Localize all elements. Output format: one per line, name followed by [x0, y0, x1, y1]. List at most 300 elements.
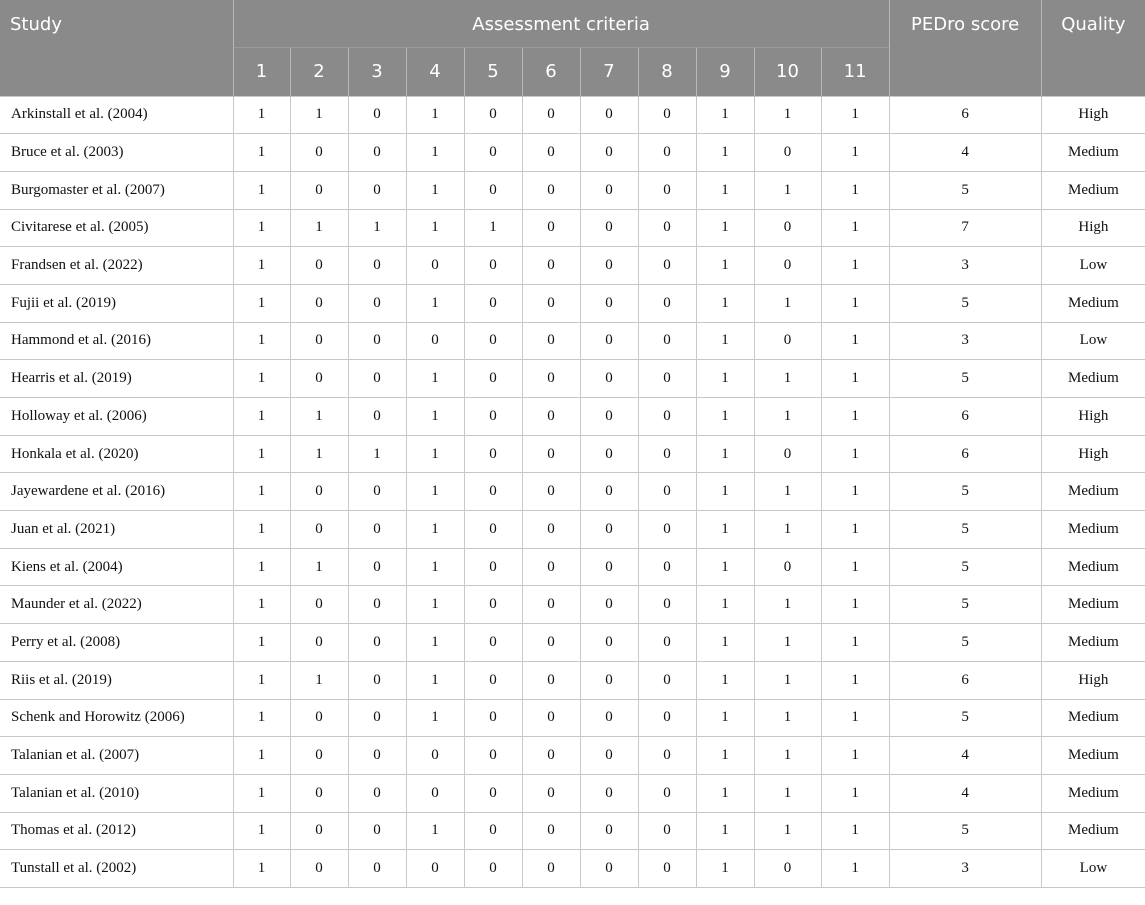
table-row	[0, 134, 1145, 172]
criterion-9-cell: 1	[696, 398, 754, 436]
criterion-4-cell: 0	[406, 737, 464, 775]
criterion-9-cell: 1	[696, 322, 754, 360]
pedro-score-cell: 6	[889, 96, 1041, 134]
pedro-score-cell: 3	[889, 850, 1041, 888]
criterion-4-cell: 1	[406, 134, 464, 172]
criterion-5-cell: 0	[464, 661, 522, 699]
criterion-8-cell: 0	[638, 435, 696, 473]
criterion-6-cell: 0	[522, 473, 580, 511]
criterion-11-cell: 1	[821, 360, 889, 398]
criterion-10-cell: 0	[754, 247, 821, 285]
criterion-6-cell: 0	[522, 171, 580, 209]
criterion-5-cell: 0	[464, 774, 522, 812]
criterion-9-cell: 1	[696, 96, 754, 134]
criterion-9-cell: 1	[696, 473, 754, 511]
criterion-2-cell: 1	[290, 398, 348, 436]
header-criterion-5: 5	[464, 47, 522, 96]
criterion-11-cell: 1	[821, 624, 889, 662]
criterion-2-cell: 0	[290, 812, 348, 850]
header-criterion-7: 7	[580, 47, 638, 96]
criterion-7-cell: 0	[580, 96, 638, 134]
criterion-7-cell: 0	[580, 586, 638, 624]
pedro-score-cell: 5	[889, 586, 1041, 624]
criterion-7-cell: 0	[580, 473, 638, 511]
pedro-score-cell: 5	[889, 284, 1041, 322]
criterion-3-cell: 0	[348, 737, 406, 775]
criterion-5-cell: 0	[464, 624, 522, 662]
pedro-score-cell: 3	[889, 247, 1041, 285]
criterion-10-cell: 1	[754, 737, 821, 775]
criterion-11-cell: 1	[821, 171, 889, 209]
criterion-3-cell: 0	[348, 586, 406, 624]
quality-cell: Medium	[1041, 284, 1145, 322]
header-criterion-1: 1	[233, 47, 290, 96]
criterion-1-cell: 1	[233, 511, 290, 549]
criterion-10-cell: 1	[754, 398, 821, 436]
criterion-2-cell: 0	[290, 171, 348, 209]
header-criterion-6: 6	[522, 47, 580, 96]
criterion-8-cell: 0	[638, 171, 696, 209]
criterion-1-cell: 1	[233, 850, 290, 888]
quality-cell: Medium	[1041, 548, 1145, 586]
quality-cell: Medium	[1041, 774, 1145, 812]
criterion-4-cell: 0	[406, 247, 464, 285]
quality-cell: Medium	[1041, 473, 1145, 511]
table-row	[0, 247, 1145, 285]
pedro-score-cell: 5	[889, 812, 1041, 850]
criterion-8-cell: 0	[638, 624, 696, 662]
table-row	[0, 812, 1145, 850]
pedro-score-cell: 5	[889, 171, 1041, 209]
criterion-6-cell: 0	[522, 737, 580, 775]
table-row	[0, 284, 1145, 322]
pedro-score-cell: 5	[889, 473, 1041, 511]
criterion-6-cell: 0	[522, 96, 580, 134]
criterion-2-cell: 1	[290, 661, 348, 699]
criterion-6-cell: 0	[522, 511, 580, 549]
study-cell: Jayewardene et al. (2016)	[0, 473, 233, 511]
criterion-2-cell: 0	[290, 473, 348, 511]
quality-cell: Medium	[1041, 360, 1145, 398]
header-criterion-8: 8	[638, 47, 696, 96]
criterion-7-cell: 0	[580, 209, 638, 247]
criterion-8-cell: 0	[638, 96, 696, 134]
pedro-score-cell: 6	[889, 435, 1041, 473]
criterion-6-cell: 0	[522, 209, 580, 247]
quality-cell: Low	[1041, 322, 1145, 360]
criterion-3-cell: 0	[348, 850, 406, 888]
criterion-9-cell: 1	[696, 624, 754, 662]
quality-cell: Medium	[1041, 171, 1145, 209]
quality-cell: Low	[1041, 247, 1145, 285]
table-header	[0, 0, 1145, 96]
criterion-5-cell: 0	[464, 134, 522, 172]
criterion-11-cell: 1	[821, 850, 889, 888]
criterion-9-cell: 1	[696, 812, 754, 850]
criterion-2-cell: 1	[290, 548, 348, 586]
criterion-10-cell: 1	[754, 624, 821, 662]
criterion-3-cell: 0	[348, 774, 406, 812]
criterion-2-cell: 0	[290, 284, 348, 322]
pedro-score-cell: 5	[889, 511, 1041, 549]
criterion-1-cell: 1	[233, 134, 290, 172]
criterion-2-cell: 0	[290, 737, 348, 775]
header-pedro-score: PEDro score	[889, 0, 1041, 96]
criterion-11-cell: 1	[821, 586, 889, 624]
table-row	[0, 360, 1145, 398]
criterion-1-cell: 1	[233, 548, 290, 586]
criterion-1-cell: 1	[233, 812, 290, 850]
criterion-11-cell: 1	[821, 473, 889, 511]
criterion-2-cell: 0	[290, 134, 348, 172]
criterion-1-cell: 1	[233, 171, 290, 209]
table-row	[0, 737, 1145, 775]
criterion-2-cell: 0	[290, 586, 348, 624]
criterion-10-cell: 1	[754, 812, 821, 850]
pedro-score-cell: 6	[889, 398, 1041, 436]
criterion-10-cell: 0	[754, 209, 821, 247]
criterion-3-cell: 0	[348, 322, 406, 360]
criterion-4-cell: 1	[406, 586, 464, 624]
criterion-4-cell: 1	[406, 398, 464, 436]
criterion-8-cell: 0	[638, 284, 696, 322]
criterion-3-cell: 0	[348, 699, 406, 737]
study-cell: Schenk and Horowitz (2006)	[0, 699, 233, 737]
quality-cell: Medium	[1041, 134, 1145, 172]
header-criterion-10: 10	[754, 47, 821, 96]
table-row	[0, 473, 1145, 511]
table-row	[0, 624, 1145, 662]
criterion-8-cell: 0	[638, 247, 696, 285]
criterion-2-cell: 0	[290, 774, 348, 812]
criterion-7-cell: 0	[580, 548, 638, 586]
table-row	[0, 398, 1145, 436]
criterion-1-cell: 1	[233, 699, 290, 737]
criterion-5-cell: 0	[464, 360, 522, 398]
criterion-4-cell: 1	[406, 360, 464, 398]
criterion-5-cell: 0	[464, 473, 522, 511]
study-cell: Perry et al. (2008)	[0, 624, 233, 662]
criterion-7-cell: 0	[580, 435, 638, 473]
quality-cell: Low	[1041, 850, 1145, 888]
criterion-6-cell: 0	[522, 624, 580, 662]
criterion-8-cell: 0	[638, 548, 696, 586]
quality-cell: High	[1041, 209, 1145, 247]
criterion-4-cell: 0	[406, 774, 464, 812]
criterion-5-cell: 1	[464, 209, 522, 247]
pedro-score-cell: 4	[889, 737, 1041, 775]
criterion-1-cell: 1	[233, 435, 290, 473]
table-row	[0, 699, 1145, 737]
criterion-4-cell: 1	[406, 435, 464, 473]
criterion-6-cell: 0	[522, 398, 580, 436]
quality-cell: High	[1041, 661, 1145, 699]
quality-cell: High	[1041, 435, 1145, 473]
criterion-1-cell: 1	[233, 322, 290, 360]
criterion-4-cell: 1	[406, 96, 464, 134]
criterion-1-cell: 1	[233, 737, 290, 775]
criterion-11-cell: 1	[821, 435, 889, 473]
header-criterion-3: 3	[348, 47, 406, 96]
criterion-8-cell: 0	[638, 774, 696, 812]
study-cell: Frandsen et al. (2022)	[0, 247, 233, 285]
pedro-score-cell: 3	[889, 322, 1041, 360]
criterion-6-cell: 0	[522, 360, 580, 398]
criterion-11-cell: 1	[821, 322, 889, 360]
criterion-6-cell: 0	[522, 586, 580, 624]
criterion-7-cell: 0	[580, 699, 638, 737]
criterion-4-cell: 1	[406, 473, 464, 511]
criterion-10-cell: 1	[754, 284, 821, 322]
criterion-9-cell: 1	[696, 548, 754, 586]
criterion-1-cell: 1	[233, 247, 290, 285]
criterion-3-cell: 0	[348, 96, 406, 134]
criterion-10-cell: 0	[754, 322, 821, 360]
criterion-7-cell: 0	[580, 812, 638, 850]
criterion-2-cell: 1	[290, 96, 348, 134]
criterion-7-cell: 0	[580, 511, 638, 549]
table-row	[0, 850, 1145, 888]
study-cell: Maunder et al. (2022)	[0, 586, 233, 624]
criterion-5-cell: 0	[464, 511, 522, 549]
criterion-1-cell: 1	[233, 774, 290, 812]
criterion-3-cell: 0	[348, 473, 406, 511]
criterion-2-cell: 1	[290, 435, 348, 473]
criterion-3-cell: 0	[348, 812, 406, 850]
criterion-8-cell: 0	[638, 398, 696, 436]
criterion-11-cell: 1	[821, 247, 889, 285]
criterion-3-cell: 0	[348, 661, 406, 699]
criterion-10-cell: 0	[754, 548, 821, 586]
criterion-5-cell: 0	[464, 398, 522, 436]
criterion-3-cell: 0	[348, 171, 406, 209]
table-row	[0, 586, 1145, 624]
criterion-4-cell: 1	[406, 284, 464, 322]
criterion-4-cell: 1	[406, 548, 464, 586]
criterion-7-cell: 0	[580, 624, 638, 662]
criterion-4-cell: 1	[406, 812, 464, 850]
criterion-9-cell: 1	[696, 435, 754, 473]
criterion-2-cell: 0	[290, 850, 348, 888]
criterion-2-cell: 0	[290, 322, 348, 360]
criterion-9-cell: 1	[696, 699, 754, 737]
study-cell: Arkinstall et al. (2004)	[0, 96, 233, 134]
criterion-11-cell: 1	[821, 737, 889, 775]
criterion-11-cell: 1	[821, 774, 889, 812]
criterion-7-cell: 0	[580, 850, 638, 888]
criterion-5-cell: 0	[464, 435, 522, 473]
table-row	[0, 774, 1145, 812]
table-row	[0, 96, 1145, 134]
criterion-11-cell: 1	[821, 548, 889, 586]
criterion-4-cell: 1	[406, 171, 464, 209]
criterion-9-cell: 1	[696, 511, 754, 549]
study-cell: Riis et al. (2019)	[0, 661, 233, 699]
criterion-7-cell: 0	[580, 360, 638, 398]
criterion-1-cell: 1	[233, 284, 290, 322]
criterion-5-cell: 0	[464, 96, 522, 134]
criterion-4-cell: 1	[406, 209, 464, 247]
criterion-1-cell: 1	[233, 661, 290, 699]
criterion-9-cell: 1	[696, 661, 754, 699]
criterion-8-cell: 0	[638, 586, 696, 624]
pedro-score-cell: 6	[889, 661, 1041, 699]
quality-cell: High	[1041, 398, 1145, 436]
pedro-score-cell: 5	[889, 699, 1041, 737]
criterion-10-cell: 1	[754, 774, 821, 812]
table-row	[0, 322, 1145, 360]
criterion-5-cell: 0	[464, 699, 522, 737]
criterion-11-cell: 1	[821, 134, 889, 172]
criterion-8-cell: 0	[638, 360, 696, 398]
criterion-7-cell: 0	[580, 322, 638, 360]
criterion-11-cell: 1	[821, 699, 889, 737]
study-cell: Civitarese et al. (2005)	[0, 209, 233, 247]
criterion-8-cell: 0	[638, 737, 696, 775]
criterion-10-cell: 1	[754, 360, 821, 398]
criterion-6-cell: 0	[522, 774, 580, 812]
criterion-7-cell: 0	[580, 661, 638, 699]
header-criterion-4: 4	[406, 47, 464, 96]
criterion-10-cell: 0	[754, 134, 821, 172]
criterion-6-cell: 0	[522, 661, 580, 699]
criterion-3-cell: 0	[348, 511, 406, 549]
study-cell: Honkala et al. (2020)	[0, 435, 233, 473]
criterion-7-cell: 0	[580, 284, 638, 322]
criterion-10-cell: 1	[754, 473, 821, 511]
criterion-6-cell: 0	[522, 247, 580, 285]
criterion-6-cell: 0	[522, 812, 580, 850]
criterion-8-cell: 0	[638, 209, 696, 247]
quality-cell: Medium	[1041, 624, 1145, 662]
criterion-5-cell: 0	[464, 247, 522, 285]
table-row	[0, 548, 1145, 586]
criterion-4-cell: 1	[406, 661, 464, 699]
criterion-6-cell: 0	[522, 548, 580, 586]
criterion-8-cell: 0	[638, 134, 696, 172]
criterion-4-cell: 1	[406, 699, 464, 737]
criterion-1-cell: 1	[233, 360, 290, 398]
criterion-1-cell: 1	[233, 473, 290, 511]
pedro-score-cell: 7	[889, 209, 1041, 247]
criterion-3-cell: 0	[348, 548, 406, 586]
quality-cell: Medium	[1041, 511, 1145, 549]
criterion-10-cell: 1	[754, 661, 821, 699]
criterion-10-cell: 1	[754, 699, 821, 737]
criterion-7-cell: 0	[580, 134, 638, 172]
criterion-10-cell: 0	[754, 435, 821, 473]
header-assessment-criteria: Assessment criteria	[233, 0, 889, 47]
criterion-11-cell: 1	[821, 398, 889, 436]
pedro-score-cell: 4	[889, 134, 1041, 172]
table-row	[0, 511, 1145, 549]
criterion-11-cell: 1	[821, 511, 889, 549]
quality-cell: Medium	[1041, 699, 1145, 737]
criterion-7-cell: 0	[580, 247, 638, 285]
criterion-4-cell: 1	[406, 624, 464, 662]
study-cell: Tunstall et al. (2002)	[0, 850, 233, 888]
criterion-2-cell: 0	[290, 360, 348, 398]
criterion-9-cell: 1	[696, 134, 754, 172]
criterion-2-cell: 0	[290, 624, 348, 662]
criterion-6-cell: 0	[522, 850, 580, 888]
criterion-2-cell: 0	[290, 511, 348, 549]
criterion-9-cell: 1	[696, 171, 754, 209]
criterion-7-cell: 0	[580, 737, 638, 775]
criterion-8-cell: 0	[638, 511, 696, 549]
criterion-1-cell: 1	[233, 624, 290, 662]
study-cell: Fujii et al. (2019)	[0, 284, 233, 322]
criterion-3-cell: 0	[348, 624, 406, 662]
criterion-3-cell: 0	[348, 360, 406, 398]
criterion-3-cell: 0	[348, 284, 406, 322]
criterion-1-cell: 1	[233, 398, 290, 436]
header-criterion-2: 2	[290, 47, 348, 96]
criterion-5-cell: 0	[464, 586, 522, 624]
criterion-9-cell: 1	[696, 586, 754, 624]
study-cell: Hammond et al. (2016)	[0, 322, 233, 360]
criterion-7-cell: 0	[580, 171, 638, 209]
pedro-score-cell: 5	[889, 548, 1041, 586]
criterion-10-cell: 1	[754, 511, 821, 549]
criterion-10-cell: 1	[754, 96, 821, 134]
criterion-6-cell: 0	[522, 435, 580, 473]
criterion-3-cell: 0	[348, 134, 406, 172]
criterion-9-cell: 1	[696, 247, 754, 285]
criterion-5-cell: 0	[464, 737, 522, 775]
criterion-8-cell: 0	[638, 322, 696, 360]
criterion-11-cell: 1	[821, 209, 889, 247]
criterion-8-cell: 0	[638, 699, 696, 737]
study-cell: Hearris et al. (2019)	[0, 360, 233, 398]
criterion-11-cell: 1	[821, 96, 889, 134]
criterion-3-cell: 0	[348, 247, 406, 285]
header-quality: Quality	[1041, 0, 1145, 96]
criterion-8-cell: 0	[638, 661, 696, 699]
criterion-3-cell: 1	[348, 209, 406, 247]
criterion-5-cell: 0	[464, 171, 522, 209]
quality-cell: High	[1041, 96, 1145, 134]
criterion-7-cell: 0	[580, 774, 638, 812]
criterion-7-cell: 0	[580, 398, 638, 436]
study-cell: Burgomaster et al. (2007)	[0, 171, 233, 209]
criterion-11-cell: 1	[821, 661, 889, 699]
criterion-2-cell: 0	[290, 247, 348, 285]
criterion-9-cell: 1	[696, 774, 754, 812]
criterion-6-cell: 0	[522, 322, 580, 360]
pedro-score-cell: 5	[889, 624, 1041, 662]
quality-cell: Medium	[1041, 812, 1145, 850]
study-cell: Talanian et al. (2010)	[0, 774, 233, 812]
criterion-8-cell: 0	[638, 850, 696, 888]
criterion-8-cell: 0	[638, 473, 696, 511]
table-row	[0, 661, 1145, 699]
pedro-score-cell: 4	[889, 774, 1041, 812]
table-body	[0, 96, 1145, 887]
criterion-5-cell: 0	[464, 284, 522, 322]
study-cell: Holloway et al. (2006)	[0, 398, 233, 436]
criterion-9-cell: 1	[696, 850, 754, 888]
criterion-4-cell: 0	[406, 322, 464, 360]
criterion-2-cell: 1	[290, 209, 348, 247]
criterion-8-cell: 0	[638, 812, 696, 850]
criterion-1-cell: 1	[233, 586, 290, 624]
criterion-1-cell: 1	[233, 209, 290, 247]
study-cell: Bruce et al. (2003)	[0, 134, 233, 172]
criterion-6-cell: 0	[522, 284, 580, 322]
study-cell: Thomas et al. (2012)	[0, 812, 233, 850]
pedro-score-cell: 5	[889, 360, 1041, 398]
